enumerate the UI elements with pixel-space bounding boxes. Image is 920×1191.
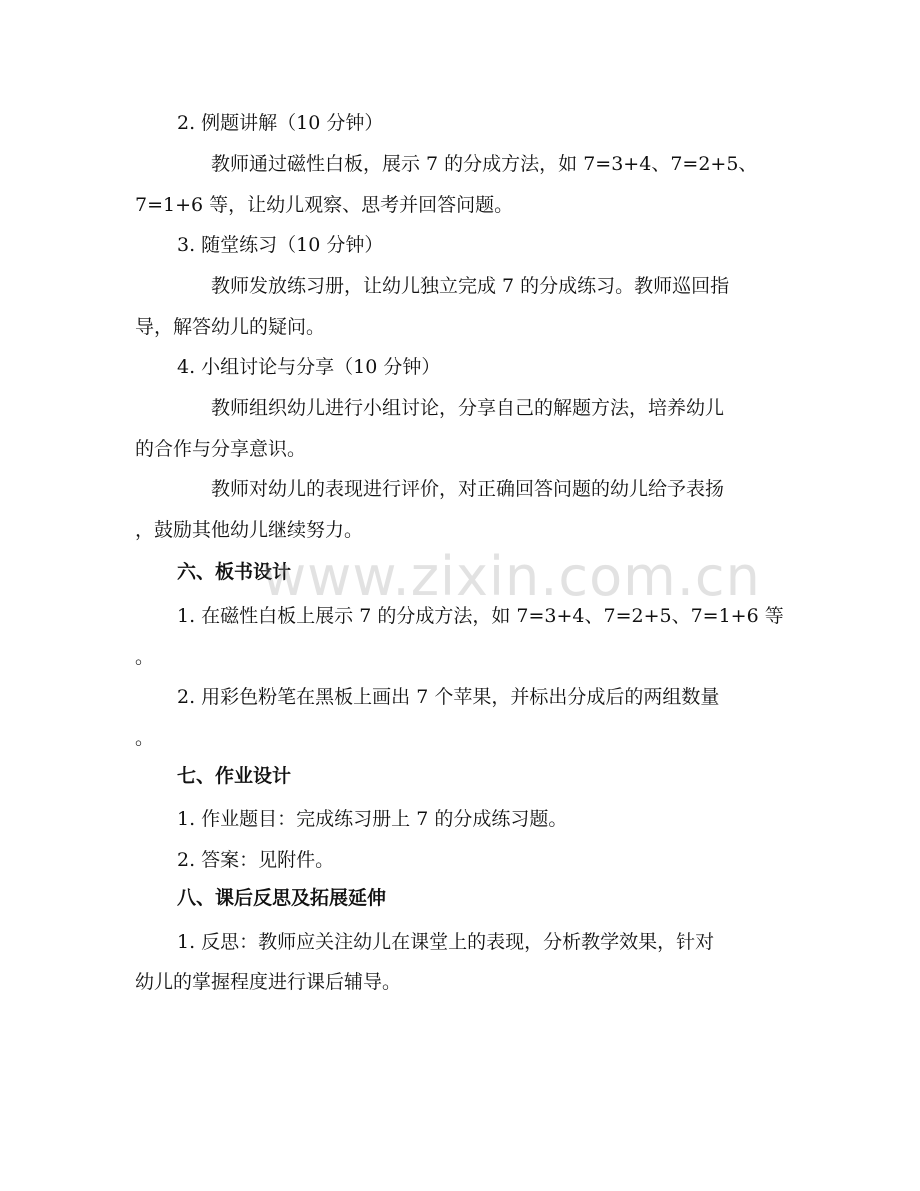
list-item-example-explanation: 2. 例题讲解（10 分钟） (177, 112, 384, 134)
paragraph-line: 教师组织幼儿进行小组讨论，分享自己的解题方法，培养幼儿 (211, 397, 725, 419)
paragraph-line: 教师通过磁性白板，展示 7 的分成方法，如 7=3+4、7=2+5、 (211, 153, 758, 175)
list-item: 1. 作业题目：完成练习册上 7 的分成练习题。 (177, 808, 568, 830)
section-heading-homework: 七、作业设计 (177, 765, 292, 787)
section-heading-reflection: 八、课后反思及拓展延伸 (177, 887, 387, 909)
list-item: 2. 用彩色粉笔在黑板上画出 7 个苹果，并标出分成后的两组数量 (177, 686, 720, 708)
paragraph-line: 幼儿的掌握程度进行课后辅导。 (135, 971, 402, 993)
watermark: www.zixin.com.cn (262, 545, 761, 608)
list-item: 1. 反思：教师应关注幼儿在课堂上的表现，分析教学效果，针对 (177, 931, 715, 953)
list-item-group-discussion: 4. 小组讨论与分享（10 分钟） (177, 356, 441, 378)
paragraph-line: ，鼓励其他幼儿继续努力。 (135, 519, 364, 541)
list-item-practice: 3. 随堂练习（10 分钟） (177, 234, 384, 256)
paragraph-line: 。 (135, 727, 155, 749)
list-item: 2. 答案：见附件。 (177, 849, 335, 871)
paragraph-line: 教师发放练习册，让幼儿独立完成 7 的分成练习。教师巡回指 (211, 275, 730, 297)
paragraph-line: 导，解答幼儿的疑问。 (135, 316, 326, 338)
list-item: 1. 在磁性白板上展示 7 的分成方法，如 7=3+4、7=2+5、7=1+6 等 (177, 605, 784, 627)
paragraph-line: 7=1+6 等，让幼儿观察、思考并回答问题。 (135, 194, 514, 216)
section-heading-board-design: 六、板书设计 (177, 561, 292, 583)
paragraph-line: 。 (135, 646, 155, 668)
paragraph-line: 的合作与分享意识。 (135, 438, 307, 460)
paragraph-line: 教师对幼儿的表现进行评价，对正确回答问题的幼儿给予表扬 (211, 478, 725, 500)
